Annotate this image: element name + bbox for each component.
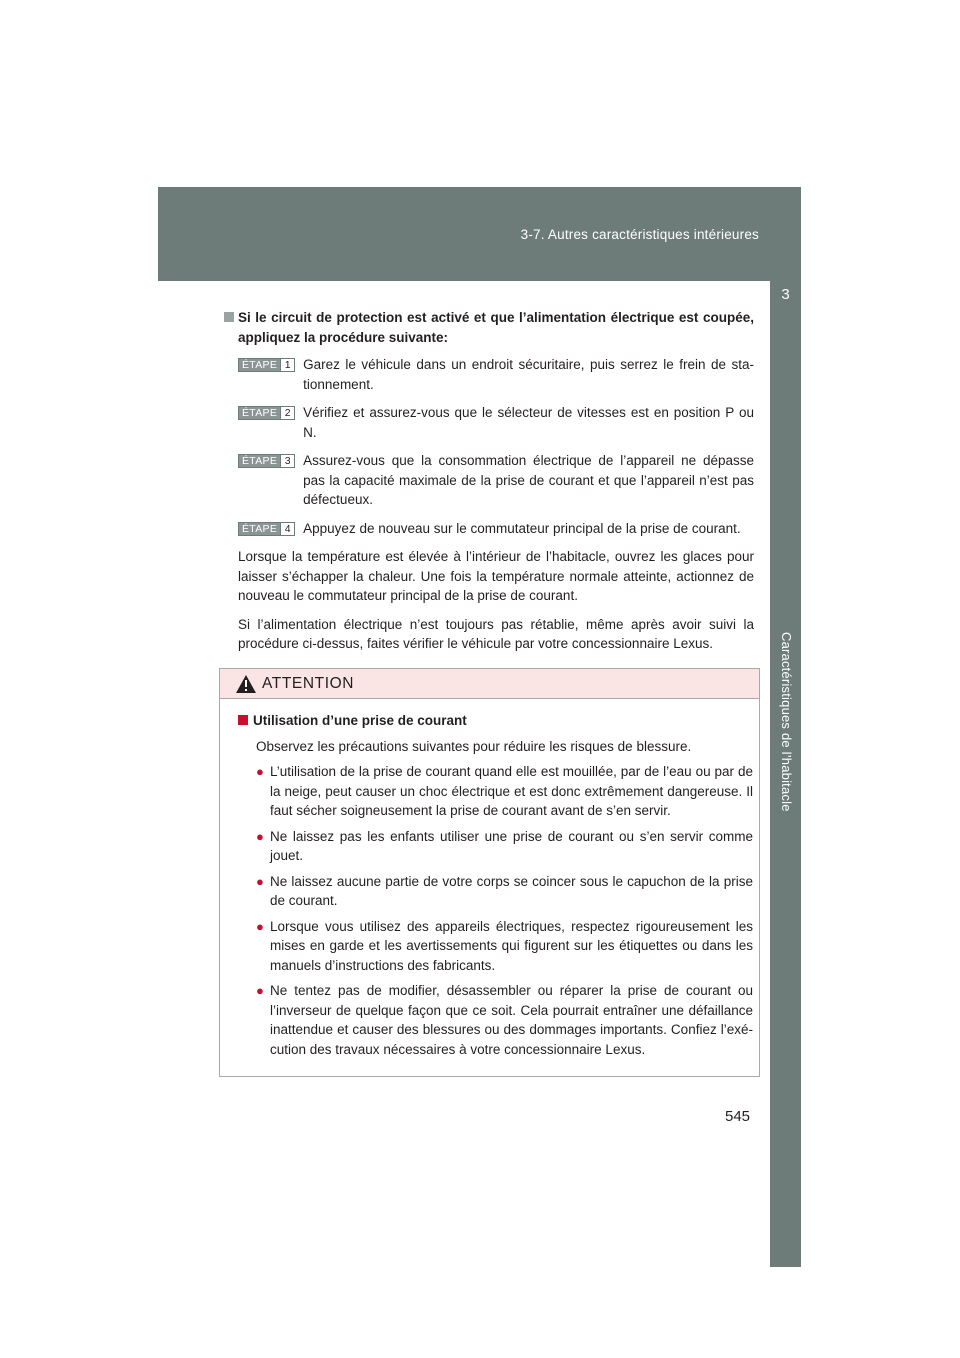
section-title: 3-7. Autres caractéristiques intérieures xyxy=(520,227,759,242)
step-list xyxy=(238,355,754,538)
step-text: Garez le véhicule dans un endroit sécuritaire, puis serrez le frein de sta-tionnement. xyxy=(303,357,754,392)
step-number: 3 xyxy=(280,455,294,467)
red-dot-icon: ● xyxy=(256,764,264,779)
step-text: Appuyez de nouveau sur le commutateur principal de la prise de courant. xyxy=(303,520,741,536)
attention-body xyxy=(220,699,759,1059)
step-item xyxy=(238,403,754,442)
red-square-icon xyxy=(238,715,248,725)
red-dot-icon: ● xyxy=(256,828,264,844)
step-badge xyxy=(238,406,295,420)
paragraph: Si l’alimentation électrique n’est toujours pas rétablie, même après avoir suivi la procédure ci-dessus, faites vérifier le véhicule par votre concessionnaire Lexus. xyxy=(238,616,754,651)
red-dot-icon: ● xyxy=(256,983,264,998)
page-number: 545 xyxy=(725,1108,751,1125)
square-bullet-icon xyxy=(224,312,234,322)
step-number: 4 xyxy=(280,523,294,535)
step-item xyxy=(238,519,754,539)
step-label: ÉTAPE xyxy=(239,523,280,535)
warning-text: L’utilisation de la prise de courant quand elle est mouillée, par de l’eau ou par de la neige, peut causer un choc électrique et est donc extrêmement dangereuse. Il faut sécher soigneusement la prise de courant avant de s’en servir. xyxy=(270,764,753,818)
warning-item xyxy=(238,762,753,821)
warning-text: Ne laissez pas les enfants utiliser une prise de courant ou s’en servir comme jouet. xyxy=(270,828,753,863)
header-band xyxy=(158,187,801,281)
warning-text: Ne tentez pas de modifier, désassembler ou réparer la prise de courant ou l’inverseur de quelque façon que ce soit. Cela pourrait entraîner une défaillance inattendue et causer des blessures ou des dommages importants. Confiez l’exé-cution des travaux nécessaires à votre concessionnaire Lexus. xyxy=(270,983,753,1057)
step-text: Vérifiez et assurez-vous que le sélecteur de vitesses est en position P ou N. xyxy=(303,405,754,440)
attention-heading xyxy=(238,711,753,731)
procedure-heading-text: Si le circuit de protection est activé et que l’alimentation électrique est coupée, appliquez la procédure suivante: xyxy=(238,310,754,345)
step-badge xyxy=(238,522,295,536)
step-label: ÉTAPE xyxy=(239,407,280,419)
step-badge xyxy=(238,358,295,372)
warning-text: Ne laissez aucune partie de votre corps se coincer sous le capuchon de la prise de courant. xyxy=(270,873,753,908)
warning-item xyxy=(238,827,753,866)
warning-item xyxy=(238,917,753,976)
step-label: ÉTAPE xyxy=(239,455,280,467)
attention-header xyxy=(220,669,759,699)
attention-intro: Observez les précautions suivantes pour réduire les risques de blessure. xyxy=(256,738,692,754)
step-number: 1 xyxy=(280,359,294,371)
warning-item xyxy=(238,981,753,1059)
step-item xyxy=(238,355,754,394)
step-badge xyxy=(238,454,295,468)
warning-triangle-icon xyxy=(235,674,257,694)
procedure-heading xyxy=(238,308,754,347)
step-item xyxy=(238,451,754,510)
attention-heading-text: Utilisation d’une prise de courant xyxy=(253,713,467,728)
red-dot-icon: ● xyxy=(256,918,264,934)
chapter-number: 3 xyxy=(781,286,790,303)
red-dot-icon: ● xyxy=(256,873,264,889)
warning-text: Lorsque vous utilisez des appareils électriques, respectez rigoureusement les mises en garde et les avertissements qui figurent sur les étiquettes ou dans les manuels d’instructions des fabricants. xyxy=(270,918,753,973)
step-text: Assurez-vous que la consommation électrique de l’appareil ne dépasse pas la capacité maximale de la prise de courant et que l’appareil n’est pas défectueux. xyxy=(303,453,754,507)
chapter-title: Caractéristiques de l’habitacle xyxy=(779,632,794,812)
step-number: 2 xyxy=(280,407,294,419)
attention-title: ATTENTION xyxy=(262,674,355,692)
warning-item xyxy=(238,872,753,911)
attention-box xyxy=(219,668,760,1077)
step-label: ÉTAPE xyxy=(239,359,280,371)
main-content xyxy=(238,308,754,663)
paragraph: Lorsque la température est élevée à l’intérieur de l’habitacle, ouvrez les glaces pour laisser s’échapper la chaleur. Une fois la température normale atteinte, actionnez de nouveau le commutateur principal de la prise de courant. xyxy=(238,549,754,603)
